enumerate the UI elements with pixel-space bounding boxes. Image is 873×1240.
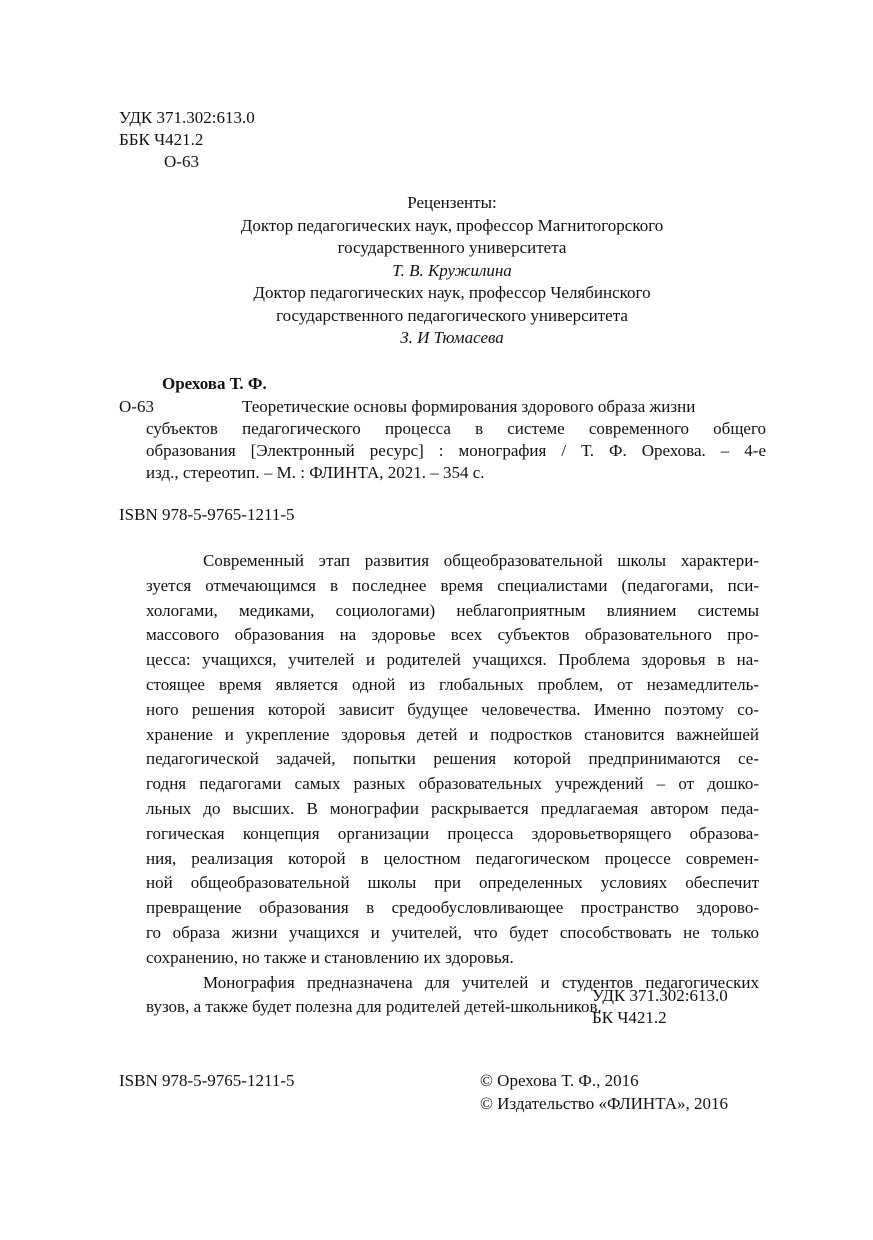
reviewer2-position: Доктор педагогических наук, профессор Челябинского [253, 283, 651, 302]
annotation-line: зуется отмечающимся в последнее время специалистами (педагогами, пси- [146, 575, 759, 595]
annotation [146, 549, 759, 1020]
copyright-author: © Орехова Т. Ф., 2016 [480, 1071, 639, 1090]
isbn-top: ISBN 978-5-9765-1211-5 [119, 505, 295, 524]
annotation-line: гогическая концепция организации процесса здоровьетворящего образова- [146, 823, 759, 843]
annotation-line: педагогической задачей, попытки решения которой предпринимаются се- [146, 749, 759, 769]
bib-line-3: образования [Электронный ресурс] : монография / Т. Ф. Орехова. – 4-е [146, 441, 766, 460]
annotation-line: сохранению, но также и становлению их здоровья. [146, 947, 514, 967]
annotation-line: го образа жизни учащихся и учителей, что будет способствовать не только [146, 922, 759, 942]
reviewers-block [150, 192, 754, 350]
annotation-line: стоящее время является одной из глобальных проблем, от незамедлитель- [146, 674, 759, 694]
book-author: Орехова Т. Ф. [162, 374, 267, 393]
author-mark: О-63 [164, 152, 199, 171]
isbn-bottom: ISBN 978-5-9765-1211-5 [119, 1071, 295, 1090]
annotation-line: цесса: учащихся, учителей и родителей учащихся. Проблема здоровья в на- [146, 650, 759, 670]
annotation-line: Монография предназначена для учителей и студентов педагогических [203, 972, 759, 992]
annotation-line: ного решения которой зависит будущее человечества. Именно поэтому со- [146, 699, 759, 719]
annotation-line: льных до высших. В монографии раскрывается предлагаемая автором педа- [146, 798, 759, 818]
annotation-line: ния, реализация которой в целостном педагогическом процессе современ- [146, 848, 759, 868]
bib-line-4: изд., стереотип. – М. : ФЛИНТА, 2021. – 354 с. [146, 463, 485, 482]
reviewers-heading: Рецензенты: [407, 193, 497, 212]
annotation-line: вузов, а также будет полезна для родителей детей-школьников. [146, 997, 602, 1017]
annotation-line: массового образования на здоровье всех субъектов образовательного про- [146, 625, 759, 645]
bib-title-line: Теоретические основы формирования здорового образа жизни [242, 397, 696, 416]
copyright-publisher: © Издательство «ФЛИНТА», 2016 [480, 1094, 729, 1113]
reviewer2-name: З. И Тюмасева [400, 328, 504, 347]
reviewer1-name: Т. В. Кружилина [392, 260, 512, 280]
annotation-line: Современный этап развития общеобразовательной школы характери- [203, 551, 759, 570]
annotation-line: хранение и укрепление здоровья детей и подростков становится важнейшей [146, 724, 759, 744]
annotation-line: ной общеобразовательной школы при определенных условиях обеспечит [146, 873, 759, 893]
reviewer1-university: государственного университета [337, 238, 567, 257]
annotation-line: превращение образования в средообусловливающее пространство здорово- [146, 898, 759, 918]
reviewer1-position: Доктор педагогических наук, профессор Магнитогорского [240, 215, 664, 235]
bib-author-mark: О-63 [119, 397, 154, 416]
bbk-code: ББК Ч421.2 [119, 130, 204, 149]
bbk-code-bottom: БК Ч421.2 [592, 1008, 667, 1027]
annotation-line: годня педагогами самых разных образовательных учреждений – от дошко- [146, 774, 759, 794]
udk-code-bottom: УДК 371.302:613.0 [592, 986, 728, 1005]
annotation-line: хологами, медиками, социологами) неблагоприятным влиянием системы [146, 600, 759, 620]
reviewer2-university: государственного педагогического университета [276, 305, 628, 325]
udk-code: УДК 371.302:613.0 [119, 108, 255, 127]
bib-line-2: субъектов педагогического процесса в системе современного общего [146, 419, 766, 438]
